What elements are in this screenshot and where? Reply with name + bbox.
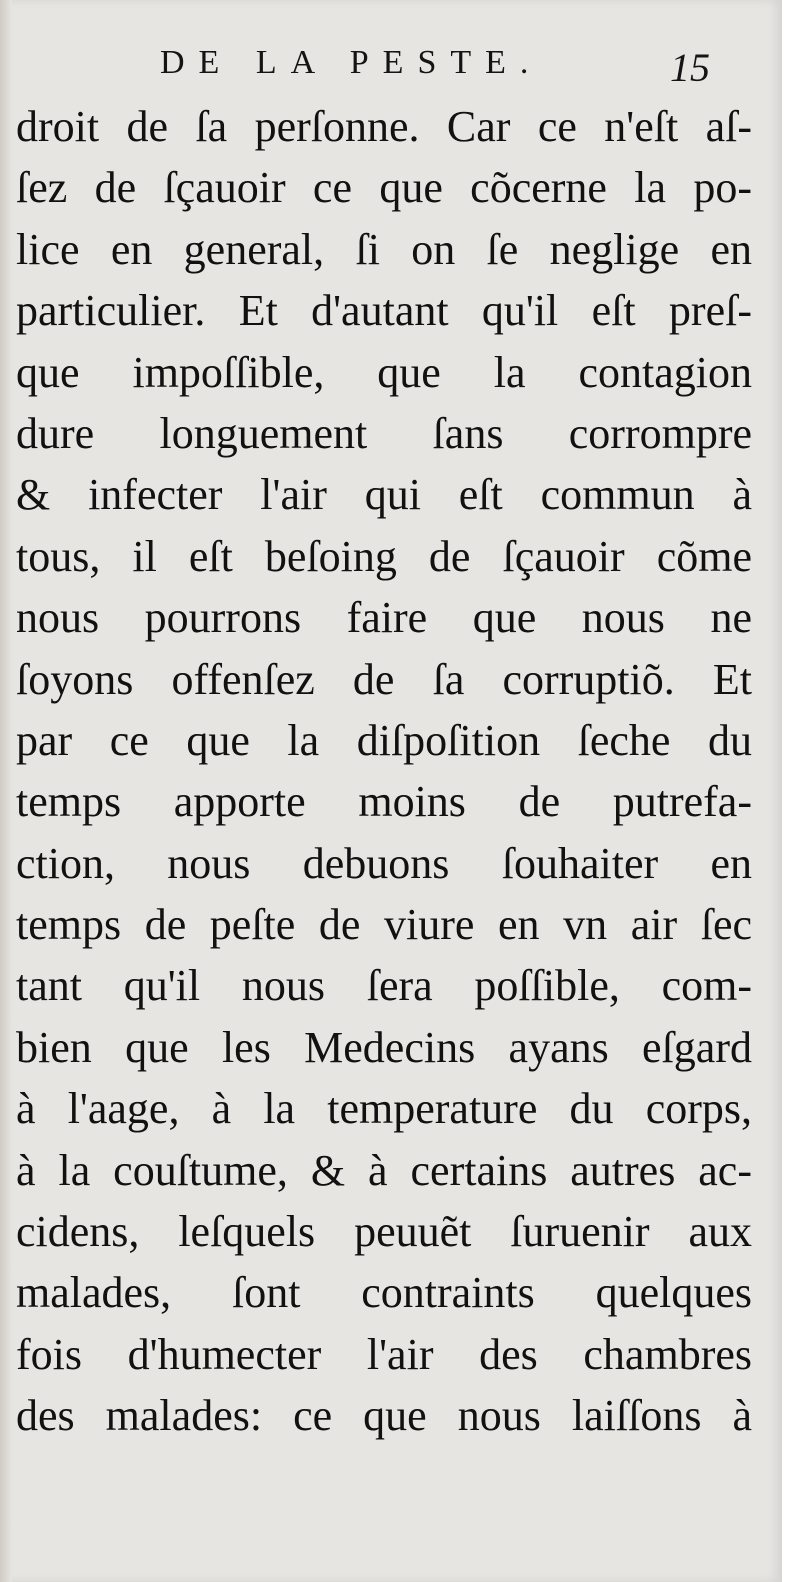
- text-line: temps de peſte de viure en vn air ſec: [16, 900, 752, 950]
- text-line: ſoyons offenſez de ſa corruptiõ. Et: [16, 654, 752, 704]
- text-line: bien que les Medecins ayans eſgard: [16, 1022, 752, 1072]
- text-line: par ce que la diſpoſition ſeche du: [16, 715, 752, 765]
- text-line: ction, nous debuons ſouhaiter en: [16, 838, 752, 888]
- text-line: des malades: ce que nous laiſſons à: [16, 1391, 752, 1441]
- text-line: lice en general, ſi on ſe neglige en: [16, 224, 752, 274]
- text-line: cidens, leſquels peuuẽt ſuruenir aux: [16, 1207, 752, 1257]
- text-line: droit de ſa perſonne. Car ce n'eſt aſ-: [16, 102, 752, 151]
- text-line: ſez de ſçauoir ce que cõcerne la po-: [16, 163, 752, 213]
- running-title: DE LA PESTE.: [160, 44, 543, 81]
- text-line: fois d'humecter l'air des chambres: [16, 1329, 752, 1379]
- body-text: [16, 96, 752, 1447]
- text-line: tous, il eſt beſoing de ſçauoir cõme: [16, 531, 752, 581]
- text-line: & infecter l'air qui eſt commun à: [16, 470, 752, 520]
- text-line: temps apporte moins de putrefa-: [16, 777, 752, 827]
- text-line: nous pourrons faire que nous ne: [16, 593, 752, 643]
- page-gutter-shadow: [0, 0, 12, 1582]
- text-line: particulier. Et d'autant qu'il eſt preſ-: [16, 286, 752, 336]
- text-line: que impoſſible, que la contagion: [16, 347, 752, 397]
- text-line: tant qu'il nous ſera poſſible, com-: [16, 961, 752, 1011]
- text-line: dure longuement ſans corrompre: [16, 408, 752, 458]
- text-line: à la couſtume, & à certains autres ac-: [16, 1145, 752, 1195]
- text-line: à l'aage, à la temperature du corps,: [16, 1084, 752, 1134]
- page-number: 15: [670, 45, 710, 90]
- text-line: malades, ſont contraints quelques: [16, 1268, 752, 1318]
